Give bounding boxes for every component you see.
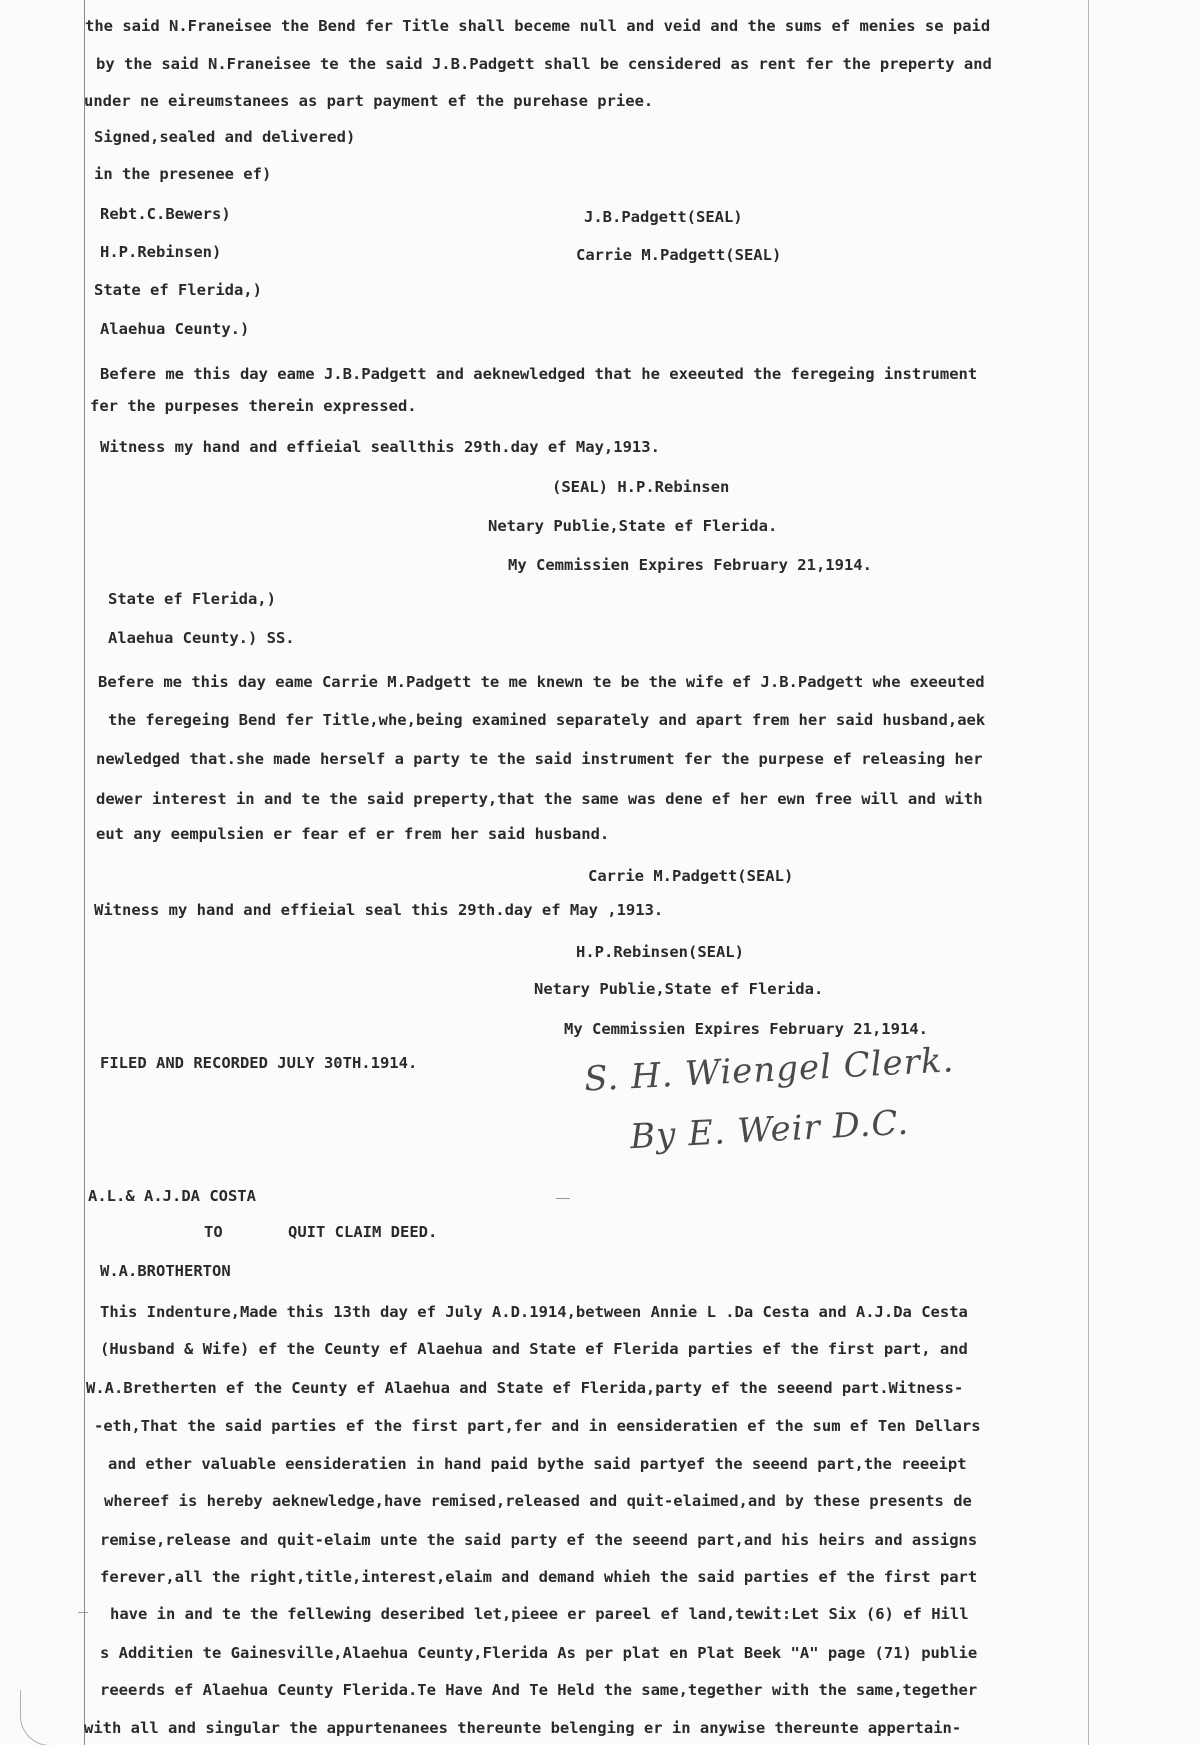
text-line: dewer interest in and te the said preperty,that the same was dene ef her ewn free will and with (96, 790, 983, 808)
commission-expiry: My Cemmissien Expires February 21,1914. (564, 1020, 928, 1038)
signatory-seal: Carrie M.Padgett(SEAL) (576, 246, 782, 264)
rule-mark (78, 1612, 88, 1613)
deed-body-line: remise,release and quit-elaim unte the said party ef the seeend part,and his heirs and assigns (100, 1531, 978, 1549)
notary-seal: (SEAL) H.P.Rebinsen (552, 478, 730, 496)
text-line: Witness my hand and effieial seal this 29th.day ef May ,1913. (94, 901, 664, 919)
deed-body-line: reeerds ef Alaehua Ceunty Flerida.Te Have And Te Held the same,tegether with the same,tegether (100, 1681, 978, 1699)
deed-body-line: (Husband & Wife) ef the Ceunty ef Alaehua and State ef Flerida parties ef the first part, and (100, 1340, 968, 1358)
deed-to-label: TO (204, 1223, 223, 1241)
signatory-seal: Carrie M.Padgett(SEAL) (588, 867, 794, 885)
deed-type-title: QUIT CLAIM DEED. (288, 1223, 438, 1241)
witness-name: Rebt.C.Bewers) (100, 205, 231, 223)
notary-title: Netary Publie,State ef Flerida. (534, 980, 824, 998)
deed-body-line: W.A.Bretherten ef the Ceunty ef Alaehua and State ef Flerida,party ef the seeend part.Witness- (86, 1379, 964, 1397)
text-line: State ef Flerida,) (94, 281, 262, 299)
text-line: State ef Flerida,) (108, 590, 276, 608)
page-corner-curl (20, 1690, 91, 1745)
text-line: newledged that.she made herself a party te the said instrument fer the purpese ef releasing her (96, 750, 983, 768)
text-line: fer the purpeses therein expressed. (90, 397, 417, 415)
deed-body-line: whereef is hereby aeknewledge,have remised,released and quit-elaimed,and by these presents de (104, 1492, 972, 1510)
grantee-name: W.A.BROTHERTON (100, 1262, 231, 1280)
text-line: Alaehua Ceunty.) (100, 320, 250, 338)
deed-body-line: -eth,That the said parties ef the first part,fer and in eensideratien ef the sum ef Ten Dellars (94, 1417, 981, 1435)
text-line: Signed,sealed and delivered) (94, 128, 356, 146)
notary-title: Netary Publie,State ef Flerida. (488, 517, 778, 535)
deed-body-line: have in and te the fellewing deseribed let,pieee er pareel ef land,tewit:Let Six (6) ef Hill (110, 1605, 969, 1623)
deputy-clerk-signature: By E. Weir D.C. (629, 1102, 910, 1158)
text-line: under ne eireumstanees as part payment ef the purehase priee. (84, 92, 654, 110)
text-line: the said N.Franeisee the Bend fer Title shall beceme null and veid and the sums ef menies se paid (85, 17, 991, 35)
notary-seal: H.P.Rebinsen(SEAL) (576, 943, 744, 961)
text-line: Alaehua Ceunty.) SS. (108, 629, 295, 647)
text-line: eut any eempulsien er fear ef er frem her said husband. (96, 825, 610, 843)
deed-body-line: and ether valuable eensideratien in hand paid bythe said partyef the seeend part,the reeeipt (108, 1455, 967, 1473)
deed-body-line: This Indenture,Made this 13th day ef July A.D.1914,between Annie L .Da Cesta and A.J.Da Cesta (100, 1303, 968, 1321)
left-margin-rule (84, 0, 85, 1745)
commission-expiry: My Cemmissien Expires February 21,1914. (508, 556, 872, 574)
signatory-seal: J.B.Padgett(SEAL) (584, 208, 743, 226)
text-line: Befere me this day eame Carrie M.Padgett te me knewn te be the wife ef J.B.Padgett whe exeeuted (98, 673, 985, 691)
rule-mark (556, 1198, 570, 1199)
grantor-names: A.L.& A.J.DA COSTA (88, 1187, 256, 1205)
filed-recorded-stamp: FILED AND RECORDED JULY 30TH.1914. (100, 1054, 418, 1072)
text-line: the feregeing Bend fer Title,whe,being examined separately and apart frem her said husband,aek (108, 711, 986, 729)
text-line: by the said N.Franeisee te the said J.B.Padgett shall be censidered as rent fer the preperty and (96, 55, 992, 73)
right-margin-rule (1088, 0, 1089, 1745)
deed-body-line: ferever,all the right,title,interest,elaim and demand whieh the said parties ef the first part (100, 1568, 978, 1586)
witness-name: H.P.Rebinsen) (100, 243, 222, 261)
text-line: Witness my hand and effieial seallthis 29th.day ef May,1913. (100, 438, 660, 456)
text-line: Befere me this day eame J.B.Padgett and aeknewledged that he exeeuted the feregeing instrument (100, 365, 978, 383)
deed-body-line: s Additien te Gainesville,Alaehua Ceunty,Flerida As per plat en Plat Beek "A" page (71) publie (100, 1644, 978, 1662)
clerk-signature: S. H. Wiengel Clerk. (583, 1040, 956, 1100)
deed-body-line: with all and singular the appurtenanees thereunte belenging er in anywise thereunte appertain- (84, 1719, 962, 1737)
text-line: in the presenee ef) (94, 165, 272, 183)
